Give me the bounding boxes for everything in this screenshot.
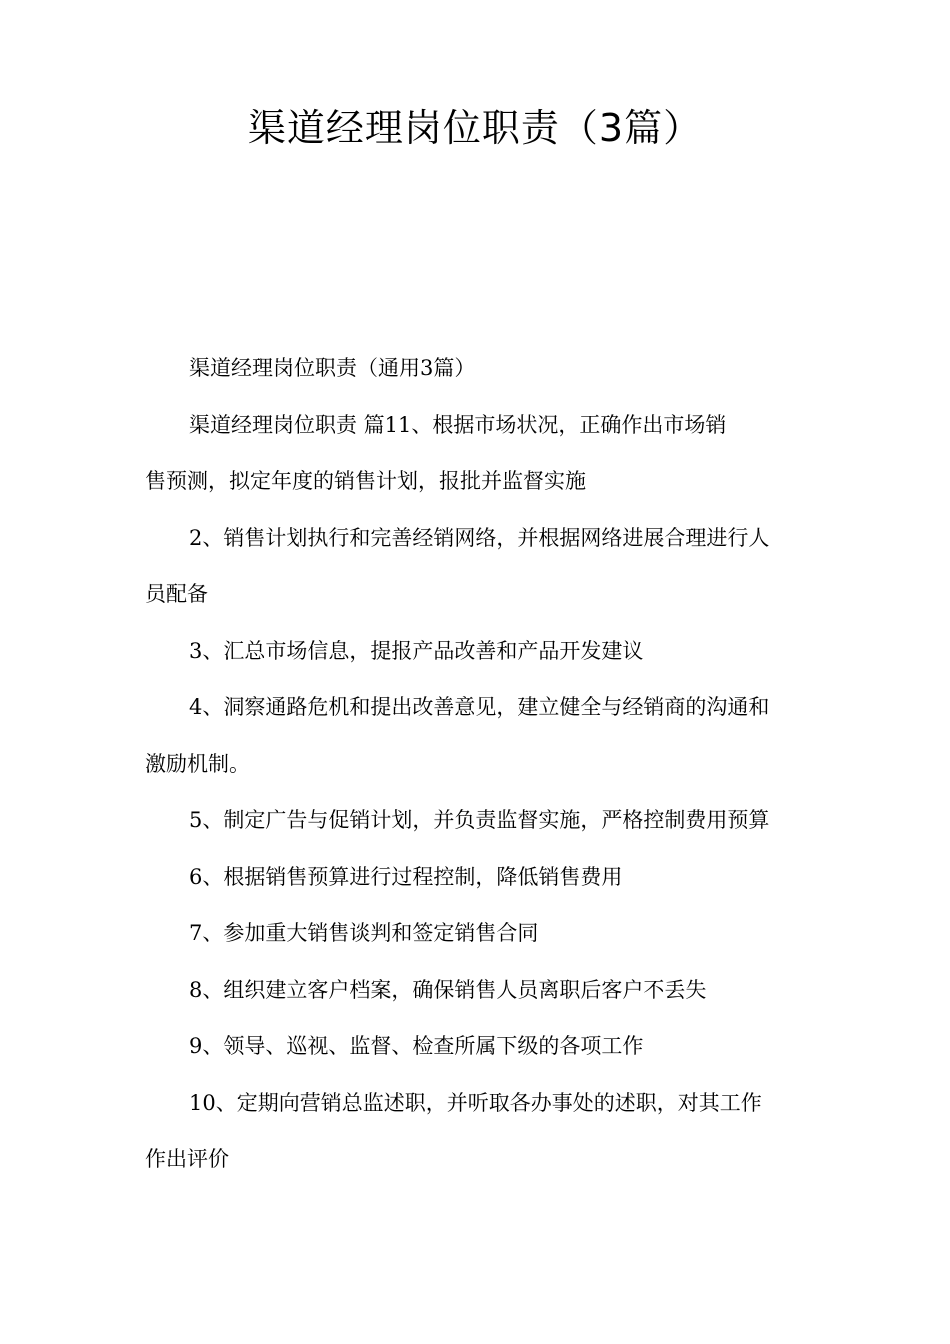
document-body xyxy=(145,340,810,1188)
body-line: 渠道经理岗位职责 篇11、根据市场状况，正确作出市场销 xyxy=(189,412,727,437)
body-line: 6、根据销售预算进行过程控制，降低销售费用 xyxy=(189,864,623,889)
body-line: 3、汇总市场信息，提报产品改善和产品开发建议 xyxy=(189,638,644,663)
body-line: 激励机制。 xyxy=(145,751,250,776)
body-line: 售预测，拟定年度的销售计划，报批并监督实施 xyxy=(145,469,586,493)
body-line: 9、领导、巡视、监督、检查所属下级的各项工作 xyxy=(189,1034,644,1058)
body-line: 7、参加重大销售谈判和签定销售合同 xyxy=(189,921,539,945)
body-line: 4、洞察通路危机和提出改善意见，建立健全与经销商的沟通和 xyxy=(189,695,770,719)
subtitle-line: 渠道经理岗位职责（通用3篇） xyxy=(189,356,476,380)
document-title: 渠道经理岗位职责（3篇） xyxy=(247,106,703,150)
body-line: 员配备 xyxy=(145,582,208,606)
body-line: 2、销售计划执行和完善经销网络，并根据网络进展合理进行人 xyxy=(189,525,770,550)
body-line: 5、制定广告与促销计划，并负责监督实施，严格控制费用预算 xyxy=(189,808,770,832)
body-line: 10、定期向营销总监述职，并听取各办事处的述职，对其工作 xyxy=(189,1090,762,1115)
body-line: 作出评价 xyxy=(145,1147,229,1171)
body-line: 8、组织建立客户档案，确保销售人员离职后客户不丢失 xyxy=(189,977,707,1002)
